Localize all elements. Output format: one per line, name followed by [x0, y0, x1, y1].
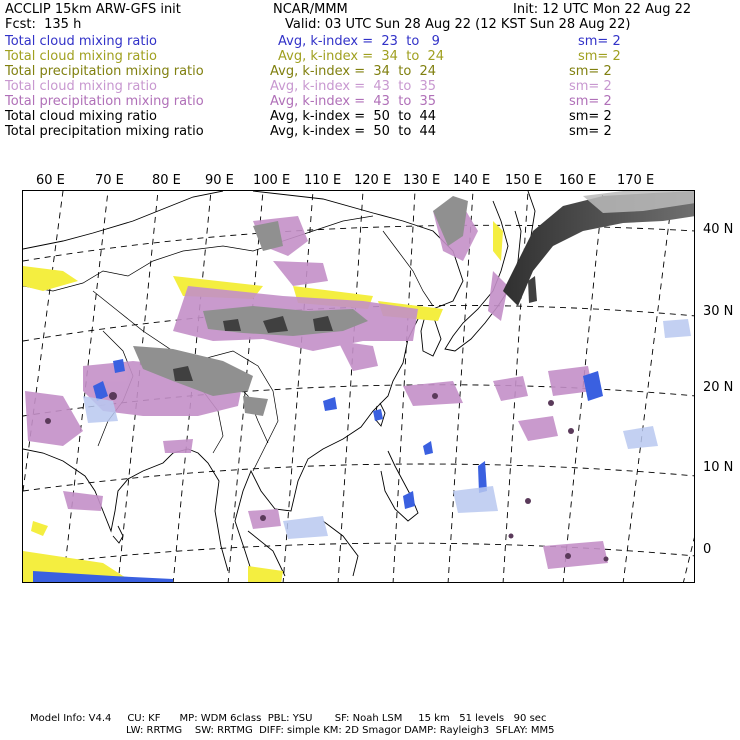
lon-label: 140 E: [453, 173, 491, 188]
field-description: Avg, k-index = 34 to 24: [270, 64, 437, 79]
field-description: Avg, k-index = 43 to 35: [270, 79, 437, 94]
field-smoothing: sm= 2: [569, 94, 612, 109]
lon-label: 130 E: [403, 173, 441, 188]
field-description: Avg, k-index = 50 to 44: [270, 124, 437, 139]
model-title: ACCLIP 15km ARW-GFS init: [5, 2, 181, 17]
lat-label: 0: [703, 542, 712, 557]
field-name: Total precipitation mixing ratio: [5, 94, 204, 109]
field-description: Avg, k-index = 23 to 9: [278, 34, 440, 49]
field-smoothing: sm= 2: [569, 79, 612, 94]
map-panel: [22, 190, 695, 583]
lon-label: 60 E: [36, 173, 65, 188]
lon-label: 120 E: [354, 173, 392, 188]
field-description: Avg, k-index = 50 to 44: [270, 109, 437, 124]
lon-label: 100 E: [253, 173, 291, 188]
field-name: Total precipitation mixing ratio: [5, 64, 204, 79]
field-name: Total cloud mixing ratio: [5, 34, 158, 49]
lat-label: 40 N: [703, 222, 734, 237]
field-description: Avg, k-index = 34 to 24: [278, 49, 445, 64]
forecast-hour: Fcst: 135 h: [5, 17, 82, 32]
lon-label: 110 E: [304, 173, 342, 188]
field-name: Total cloud mixing ratio: [5, 79, 158, 94]
lon-label: 90 E: [205, 173, 234, 188]
field-smoothing: sm= 2: [578, 34, 621, 49]
init-time: Init: 12 UTC Mon 22 Aug 22: [513, 2, 692, 17]
lon-label: 80 E: [152, 173, 181, 188]
field-smoothing: sm= 2: [569, 124, 612, 139]
field-name: Total cloud mixing ratio: [5, 109, 158, 124]
organization-label: NCAR/MMM: [273, 2, 348, 17]
model-info-line2: LW: RRTMG SW: RRTMG DIFF: simple KM: 2D Smagor DAMP: Rayleigh3 SFLAY: MM5: [126, 725, 555, 736]
valid-time: Valid: 03 UTC Sun 28 Aug 22 (12 KST Sun 28 Aug 22): [285, 17, 631, 32]
field-smoothing: sm= 2: [578, 49, 621, 64]
lat-label: 10 N: [703, 460, 734, 475]
field-name: Total cloud mixing ratio: [5, 49, 158, 64]
lon-label: 70 E: [95, 173, 124, 188]
field-smoothing: sm= 2: [569, 109, 612, 124]
lat-label: 30 N: [703, 304, 734, 319]
lon-label: 160 E: [559, 173, 597, 188]
field-description: Avg, k-index = 43 to 35: [270, 94, 437, 109]
model-info-line1: Model Info: V4.4 CU: KF MP: WDM 6class PBL: YSU SF: Noah LSM 15 km 51 levels 90 sec: [30, 713, 547, 724]
lon-label: 170 E: [617, 173, 655, 188]
lat-label: 20 N: [703, 380, 734, 395]
lon-label: 150 E: [505, 173, 543, 188]
field-smoothing: sm= 2: [569, 64, 612, 79]
field-name: Total precipitation mixing ratio: [5, 124, 204, 139]
